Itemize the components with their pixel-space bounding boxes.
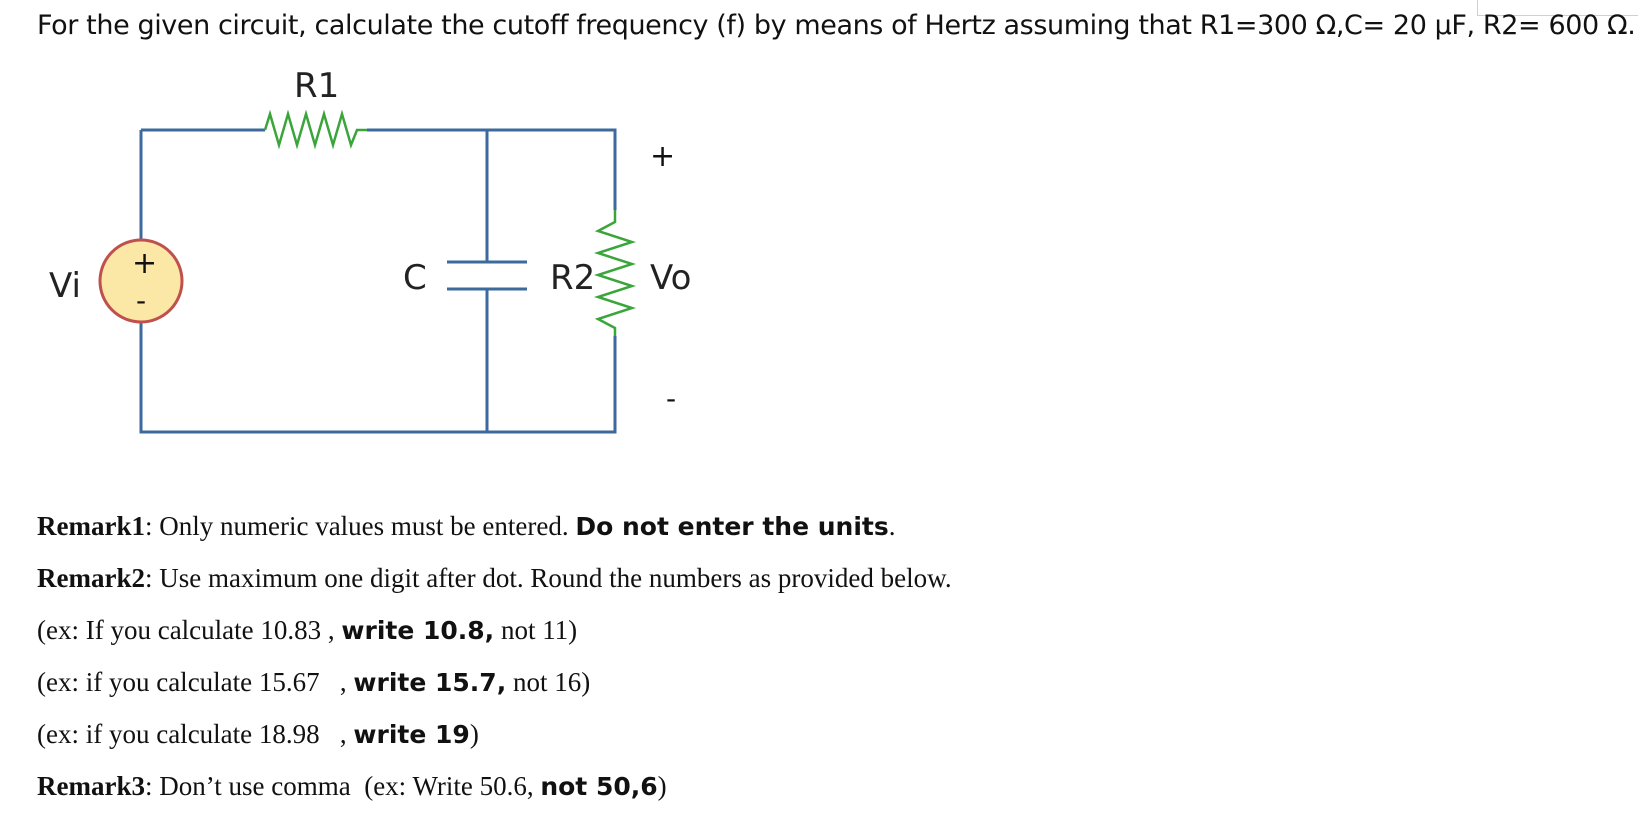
circuit-diagram — [0, 0, 760, 470]
wire-left-lower — [141, 322, 615, 432]
label-r1: R1 — [294, 66, 340, 106]
remarks-section — [37, 500, 952, 812]
example3-pre: (ex: if you calculate 18.98 , — [37, 719, 354, 749]
capacitor-symbol — [447, 262, 527, 289]
example1-post: not 11) — [494, 615, 578, 645]
remark2-line — [37, 552, 952, 604]
circuit-wires — [141, 130, 615, 432]
remark3-bold: not 50,6 — [540, 772, 658, 801]
remark3-text: : Don’t use comma (ex: Write 50.6, — [144, 771, 541, 801]
remark2-text: : Use maximum one digit after dot. Round the numbers as provided below. — [144, 563, 952, 593]
resistor-r1-symbol — [265, 114, 367, 145]
question-text: For the given circuit, calculate the cutoff frequency (f) by means of Hertz assuming that R1=300 Ω,C= 20 μF, R2= 600 Ω. — [37, 10, 1636, 41]
source-minus-sign: - — [136, 284, 147, 317]
example3-bold: write 19 — [353, 720, 470, 749]
label-c: C — [403, 258, 427, 298]
example1-bold: write 10.8, — [341, 616, 495, 645]
output-plus-sign: + — [650, 139, 676, 174]
remark1-end: . — [888, 511, 896, 541]
remark1-label: Remark1 — [37, 511, 145, 541]
resistor-r2-symbol — [598, 210, 632, 336]
remark3-end: ) — [657, 771, 667, 801]
example1-line — [37, 604, 952, 656]
remark1-bold: Do not enter the units — [575, 512, 889, 541]
example3-post: ) — [469, 719, 479, 749]
example2-post: not 16) — [506, 667, 591, 697]
label-vo: Vo — [650, 258, 692, 298]
remark3-label: Remark3 — [37, 771, 145, 801]
remark2-label: Remark2 — [37, 563, 145, 593]
label-vi: Vi — [49, 266, 81, 306]
output-minus-sign: - — [666, 382, 677, 415]
remark3-line — [37, 760, 952, 812]
source-plus-sign: + — [132, 246, 158, 281]
label-r2: R2 — [550, 258, 596, 298]
remark1-text: : Only numeric values must be entered. — [144, 511, 576, 541]
example2-bold: write 15.7, — [353, 668, 507, 697]
example2-line — [37, 656, 952, 708]
wire-top-right — [367, 130, 615, 210]
example3-line — [37, 708, 952, 760]
example2-pre: (ex: if you calculate 15.67 , — [37, 667, 354, 697]
remark1-line — [37, 500, 952, 552]
example1-pre: (ex: If you calculate 10.83 , — [37, 615, 342, 645]
